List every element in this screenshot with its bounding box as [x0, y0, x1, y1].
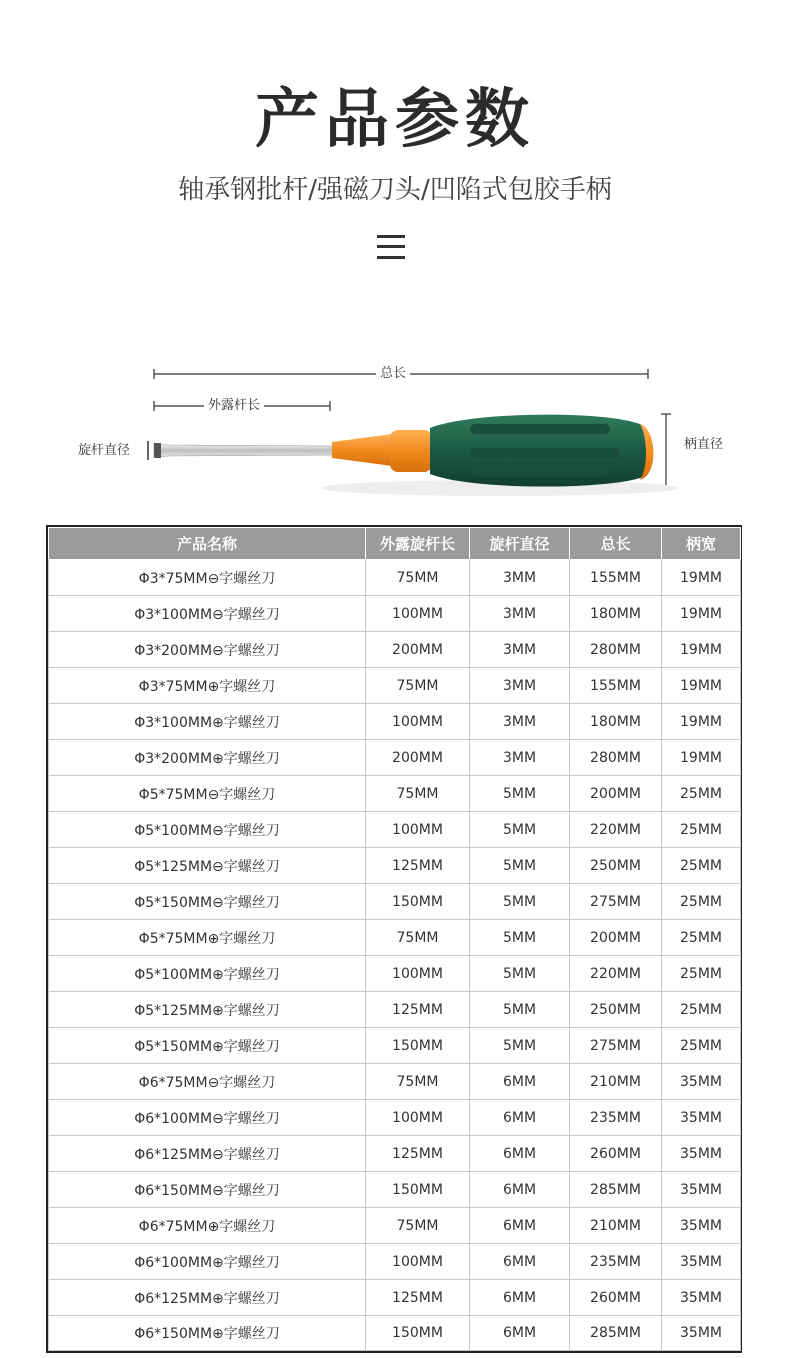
- handle-width-cell: 25MM: [662, 1028, 741, 1064]
- handle-width-cell: 19MM: [662, 596, 741, 632]
- handle-width-cell: 35MM: [662, 1208, 741, 1244]
- exposed-length-cell: 125MM: [366, 1136, 470, 1172]
- table-row: [49, 1280, 741, 1316]
- total-length-cell: 180MM: [570, 596, 662, 632]
- total-length-cell: 155MM: [570, 560, 662, 596]
- handle-width-cell: 25MM: [662, 992, 741, 1028]
- shaft-diameter-cell: 6MM: [470, 1244, 570, 1280]
- table-row: [49, 560, 741, 596]
- product-name-cell: Φ5*125MM⊕字螺丝刀: [49, 992, 366, 1028]
- product-name-cell: Φ3*75MM⊖字螺丝刀: [49, 560, 366, 596]
- shaft-diameter-cell: 6MM: [470, 1208, 570, 1244]
- table-row: [49, 668, 741, 704]
- product-name-cell: Φ3*200MM⊕字螺丝刀: [49, 740, 366, 776]
- page-subtitle: 轴承钢批杆/强磁刀头/凹陷式包胶手柄: [178, 175, 612, 205]
- handle-width-cell: 19MM: [662, 740, 741, 776]
- total-length-cell: 275MM: [570, 884, 662, 920]
- shaft-diameter-cell: 3MM: [470, 740, 570, 776]
- exposed-length-cell: 150MM: [366, 884, 470, 920]
- handle-width-cell: 35MM: [662, 1280, 741, 1316]
- total-length-cell: 210MM: [570, 1064, 662, 1100]
- shaft-diameter-cell: 5MM: [470, 812, 570, 848]
- handle-width-cell: 35MM: [662, 1172, 741, 1208]
- shaft-diameter-cell: 5MM: [470, 884, 570, 920]
- product-name-cell: Φ6*100MM⊕字螺丝刀: [49, 1244, 366, 1280]
- shaft-diameter-cell: 6MM: [470, 1280, 570, 1316]
- shaft-diameter-label: 旋杆直径: [78, 443, 131, 458]
- menu-icon: [377, 235, 405, 259]
- product-name-cell: Φ3*100MM⊖字螺丝刀: [49, 596, 366, 632]
- total-length-cell: 180MM: [570, 704, 662, 740]
- table-row: [49, 1028, 741, 1064]
- exposed-length-cell: 100MM: [366, 596, 470, 632]
- shaft-diameter-cell: 5MM: [470, 1028, 570, 1064]
- handle-width-cell: 35MM: [662, 1316, 741, 1351]
- handle-width-cell: 25MM: [662, 884, 741, 920]
- handle-width-cell: 35MM: [662, 1064, 741, 1100]
- shaft-diameter-cell: 3MM: [470, 560, 570, 596]
- table-row: [49, 1136, 741, 1172]
- product-name-cell: Φ5*150MM⊕字螺丝刀: [49, 1028, 366, 1064]
- product-name-cell: Φ6*150MM⊕字螺丝刀: [49, 1316, 366, 1351]
- table-row: [49, 1172, 741, 1208]
- product-name-cell: Φ3*75MM⊕字螺丝刀: [49, 668, 366, 704]
- exposed-length-cell: 75MM: [366, 668, 470, 704]
- total-length-cell: 220MM: [570, 812, 662, 848]
- handle-width-cell: 35MM: [662, 1100, 741, 1136]
- table-row: [49, 776, 741, 812]
- product-name-cell: Φ6*100MM⊖字螺丝刀: [49, 1100, 366, 1136]
- table-row: [49, 812, 741, 848]
- exposed-length-cell: 125MM: [366, 1280, 470, 1316]
- product-name-cell: Φ6*150MM⊖字螺丝刀: [49, 1172, 366, 1208]
- total-length-cell: 200MM: [570, 920, 662, 956]
- table-row: [49, 884, 741, 920]
- exposed-length-cell: 200MM: [366, 632, 470, 668]
- shaft-diameter-cell: 6MM: [470, 1316, 570, 1351]
- exposed-length-cell: 100MM: [366, 704, 470, 740]
- handle-width-cell: 19MM: [662, 632, 741, 668]
- exposed-length-cell: 100MM: [366, 1100, 470, 1136]
- total-length-cell: 280MM: [570, 740, 662, 776]
- header-handle-width: 柄宽: [662, 528, 741, 560]
- shaft-diameter-cell: 3MM: [470, 596, 570, 632]
- exposed-length-cell: 100MM: [366, 812, 470, 848]
- table-row: [49, 632, 741, 668]
- product-name-cell: Φ5*125MM⊖字螺丝刀: [49, 848, 366, 884]
- table-row: [49, 848, 741, 884]
- total-length-cell: 260MM: [570, 1136, 662, 1172]
- header-total-length: 总长: [570, 528, 662, 560]
- product-name-cell: Φ5*150MM⊖字螺丝刀: [49, 884, 366, 920]
- table-row: [49, 1064, 741, 1100]
- handle-width-cell: 35MM: [662, 1244, 741, 1280]
- table-row: [49, 1244, 741, 1280]
- total-length-cell: 280MM: [570, 632, 662, 668]
- exposed-length-cell: 125MM: [366, 992, 470, 1028]
- header-exposed-length: 外露旋杆长: [366, 528, 470, 560]
- shaft-diameter-cell: 6MM: [470, 1136, 570, 1172]
- exposed-length-cell: 75MM: [366, 1208, 470, 1244]
- table-header-row: [49, 528, 741, 560]
- product-name-cell: Φ6*125MM⊖字螺丝刀: [49, 1136, 366, 1172]
- shaft-diameter-cell: 5MM: [470, 920, 570, 956]
- handle-width-cell: 25MM: [662, 812, 741, 848]
- shaft-diameter-cell: 5MM: [470, 992, 570, 1028]
- product-name-cell: Φ6*125MM⊕字螺丝刀: [49, 1280, 366, 1316]
- shaft-diameter-cell: 3MM: [470, 668, 570, 704]
- table-row: [49, 992, 741, 1028]
- exposed-length-cell: 150MM: [366, 1316, 470, 1351]
- handle-width-cell: 25MM: [662, 848, 741, 884]
- exposed-length-cell: 125MM: [366, 848, 470, 884]
- exposed-length-cell: 100MM: [366, 956, 470, 992]
- exposed-length-cell: 150MM: [366, 1172, 470, 1208]
- handle-width-cell: 35MM: [662, 1136, 741, 1172]
- handle-width-cell: 19MM: [662, 560, 741, 596]
- total-length-label: 总长: [376, 366, 410, 382]
- handle-width-cell: 25MM: [662, 920, 741, 956]
- exposed-length-cell: 75MM: [366, 1064, 470, 1100]
- exposed-length-cell: 75MM: [366, 776, 470, 812]
- table-row: [49, 1100, 741, 1136]
- table-row: [49, 1208, 741, 1244]
- product-name-cell: Φ5*100MM⊕字螺丝刀: [49, 956, 366, 992]
- table-row: [49, 596, 741, 632]
- product-name-cell: Φ3*200MM⊖字螺丝刀: [49, 632, 366, 668]
- total-length-cell: 155MM: [570, 668, 662, 704]
- handle-width-cell: 25MM: [662, 956, 741, 992]
- shaft-diameter-cell: 3MM: [470, 704, 570, 740]
- handle-width-cell: 19MM: [662, 668, 741, 704]
- total-length-cell: 285MM: [570, 1316, 662, 1351]
- table-row: [49, 704, 741, 740]
- page-title: 产品参数: [255, 83, 535, 157]
- table-row: [49, 956, 741, 992]
- table-body: [49, 560, 741, 1351]
- shaft-diameter-cell: 5MM: [470, 956, 570, 992]
- product-name-cell: Φ5*75MM⊖字螺丝刀: [49, 776, 366, 812]
- shaft-diameter-cell: 3MM: [470, 632, 570, 668]
- handle-width-cell: 25MM: [662, 776, 741, 812]
- exposed-length-cell: 100MM: [366, 1244, 470, 1280]
- total-length-cell: 275MM: [570, 1028, 662, 1064]
- product-name-cell: Φ6*75MM⊖字螺丝刀: [49, 1064, 366, 1100]
- total-length-cell: 235MM: [570, 1244, 662, 1280]
- screwdriver-diagram: [0, 350, 790, 510]
- shaft-diameter-cell: 6MM: [470, 1064, 570, 1100]
- shaft-diameter-cell: 6MM: [470, 1172, 570, 1208]
- header-product-name: 产品名称: [49, 528, 366, 560]
- exposed-length-cell: 75MM: [366, 920, 470, 956]
- exposed-length-cell: 75MM: [366, 560, 470, 596]
- total-length-cell: 260MM: [570, 1280, 662, 1316]
- product-name-cell: Φ6*75MM⊕字螺丝刀: [49, 1208, 366, 1244]
- total-length-cell: 220MM: [570, 956, 662, 992]
- product-name-cell: Φ3*100MM⊕字螺丝刀: [49, 704, 366, 740]
- table-row: [49, 740, 741, 776]
- handle-width-cell: 19MM: [662, 704, 741, 740]
- shaft-diameter-cell: 6MM: [470, 1100, 570, 1136]
- total-length-cell: 210MM: [570, 1208, 662, 1244]
- table-row: [49, 920, 741, 956]
- total-length-cell: 235MM: [570, 1100, 662, 1136]
- total-length-cell: 250MM: [570, 848, 662, 884]
- product-name-cell: Φ5*75MM⊕字螺丝刀: [49, 920, 366, 956]
- product-name-cell: Φ5*100MM⊖字螺丝刀: [49, 812, 366, 848]
- exposed-length-cell: 150MM: [366, 1028, 470, 1064]
- shaft-diameter-cell: 5MM: [470, 776, 570, 812]
- exposed-length-label: 外露杆长: [204, 398, 264, 414]
- table-row: [49, 1316, 741, 1351]
- total-length-cell: 285MM: [570, 1172, 662, 1208]
- shaft-diameter-cell: 5MM: [470, 848, 570, 884]
- total-length-cell: 250MM: [570, 992, 662, 1028]
- handle-diameter-label: 柄直径: [680, 437, 727, 453]
- header-shaft-diameter: 旋杆直径: [470, 528, 570, 560]
- exposed-length-cell: 200MM: [366, 740, 470, 776]
- total-length-cell: 200MM: [570, 776, 662, 812]
- spec-table: [46, 525, 742, 1353]
